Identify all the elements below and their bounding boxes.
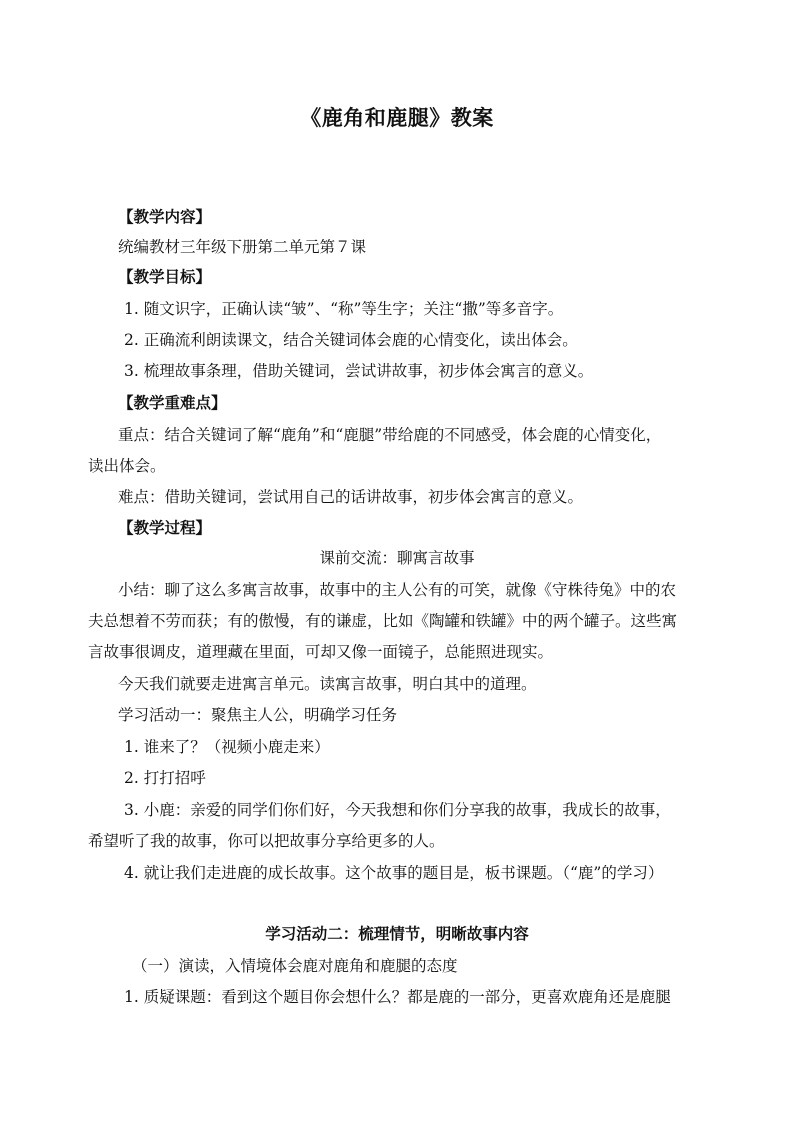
heading-key-difficulties: 【教学重难点】 — [118, 393, 227, 412]
list-item-activity-1: 1. 谁来了？（视频小鹿走来） — [124, 738, 330, 756]
list-item-goal-2: 2. 正确流利朗读课文，结合关键词体会鹿的心情变化，读出体会。 — [124, 331, 578, 349]
heading-teaching-goals: 【教学目标】 — [118, 267, 212, 286]
document-title: 《鹿角和鹿腿》教案 — [300, 105, 494, 130]
list-item-activity-4: 4. 就让我们走进鹿的成长故事。这个故事的题目是，板书课题。（“鹿”的学习） — [124, 864, 664, 882]
paragraph-summary: 小结：聊了这么多寓言故事，故事中的主人公有的可笑，就像《守株待兔》中的农 — [118, 581, 677, 599]
paragraph-key-point: 重点：结合关键词了解“鹿角”和“鹿腿”带给鹿的不同感受，体会鹿的心情变化， — [118, 426, 662, 444]
paragraph-key-point-continued: 读出体会。 — [88, 457, 166, 475]
paragraph-text: 统编教材三年级下册第二单元第７课 — [118, 238, 367, 256]
list-item-question-1: 1. 质疑课题：看到这个题目你会想什么？都是鹿的一部分，更喜欢鹿角还是鹿腿 — [124, 988, 671, 1006]
list-item-activity-2: 2. 打打招呼 — [124, 769, 206, 787]
list-item-goal-3: 3. 梳理故事条理，借助关键词，尝试讲故事，初步体会寓言的意义。 — [124, 362, 594, 380]
section-title-preclass: 课前交流：聊寓言故事 — [319, 549, 475, 567]
paragraph-summary-continued: 夫总想着不劳而获；有的傲慢，有的谦虚，比如《陶罐和铁罐》中的两个罐子。这些寓 — [88, 612, 678, 630]
paragraph-activity-one: 学习活动一：聚焦主人公，明确学习任务 — [118, 706, 398, 724]
paragraph-subsection-one: （一）演读，入情境体会鹿对鹿角和鹿腿的态度 — [132, 957, 458, 975]
list-item-goal-1: 1. 随文识字，正确认读“皱”、“称”等生字；关注“撒”等多音字。 — [124, 300, 564, 318]
list-item-activity-3-continued: 希望听了我的故事，你可以把故事分享给更多的人。 — [88, 832, 445, 850]
list-item-activity-3: 3. 小鹿：亲爱的同学们你们好，今天我想和你们分享我的故事，我成长的故事， — [124, 801, 671, 819]
section-title-activity-two: 学习活动二：梳理情节，明晰故事内容 — [265, 924, 529, 943]
paragraph-difficulty: 难点：借助关键词，尝试用自己的话讲故事，初步体会寓言的意义。 — [118, 488, 584, 506]
heading-teaching-process: 【教学过程】 — [118, 518, 212, 537]
heading-teaching-content: 【教学内容】 — [118, 207, 212, 226]
paragraph-text: 今天我们就要走进寓言单元。读寓言故事，明白其中的道理。 — [118, 675, 537, 693]
paragraph-summary-continued: 言故事很调皮，道理藏在里面，可却又像一面镜子，总能照进现实。 — [88, 643, 554, 661]
